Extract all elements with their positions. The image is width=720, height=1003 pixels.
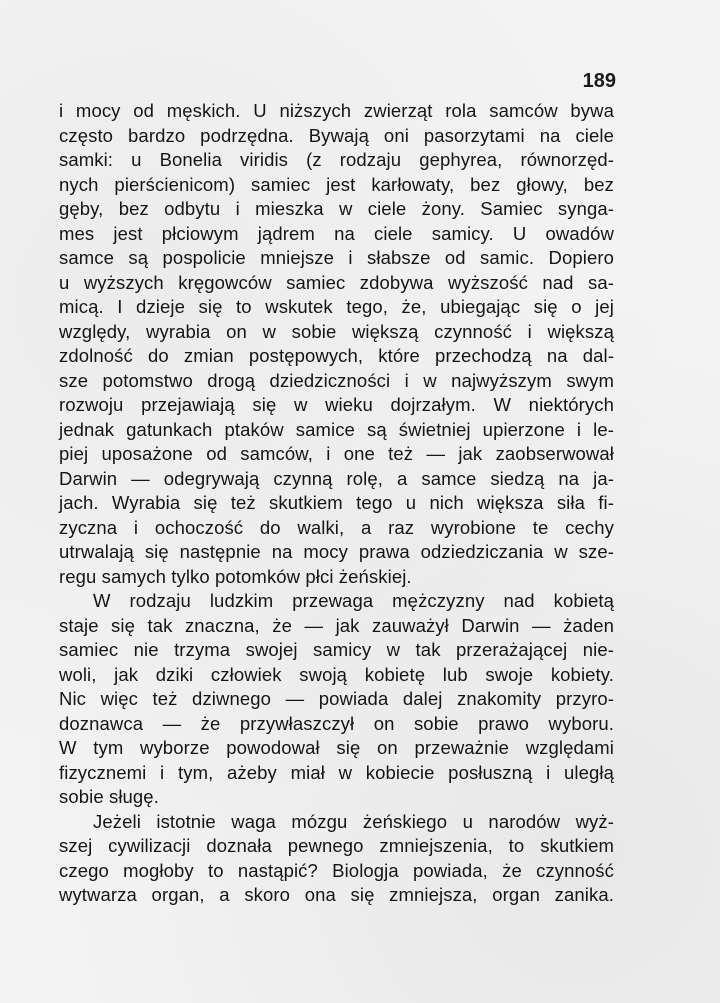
text-line: mes jest płciowym jądrem na ciele samicy. U owadów [59, 222, 614, 244]
text-line: względy, wyrabia on w sobie większą czynność i większą [59, 320, 614, 342]
text-line: samki: u Bonelia viridis (z rodzaju gephyrea, równorzęd- [59, 149, 614, 170]
text-line: samce są pospolicie mniejsze i słabsze od samic. Dopiero [59, 247, 614, 268]
text-line: zdolność do zmian postępowych, które przechodzą na dal- [59, 345, 614, 366]
text-line: utrwalają się następnie na mocy prawa odziedziczania w sze- [59, 541, 614, 562]
text-line: szej cywilizacji doznała pewnego zmniejszenia, to skutkiem [59, 835, 614, 856]
text-line: jednak gatunkach ptaków samice są świetniej upierzone i le- [59, 418, 614, 440]
text-line: staje się tak znaczna, że — jak zauważył Darwin — żaden [59, 614, 614, 636]
text-line: Jeżeli istotnie waga mózgu żeńskiego u narodów wyż- [93, 810, 614, 832]
text-line: sze potomstwo drogą dziedziczności i w najwyższym swym [59, 369, 614, 391]
text-line: nych pierścienicom) samiec jest karłowaty, bez głowy, bez [59, 173, 614, 195]
text-line: gęby, bez odbytu i mieszka w ciele żony. Samiec synga- [59, 198, 614, 219]
text-line: czego mogłoby to nastąpić? Biologja powiada, że czynność [59, 859, 614, 881]
text-line: zyczna i ochoczość do walki, a raz wyrobione te cechy [59, 516, 614, 538]
text-line: rozwoju przejawiają się w wieku dojrzałym. W niektórych [59, 394, 614, 415]
body-text [59, 99, 614, 908]
text-line: i mocy od męskich. U niższych zwierząt rola samców bywa [59, 100, 614, 121]
text-line: piej uposażone od samców, i one też — jak zaobserwował [59, 443, 614, 464]
text-line: samiec nie trzyma swojej samicy w tak przerażającej nie- [59, 639, 614, 660]
text-line: regu samych tylko potomków płci żeńskiej. [59, 565, 412, 587]
text-line: sobie sługę. [59, 786, 159, 807]
text-line: doznawca — że przywłaszczył on sobie prawo wyboru. [59, 712, 614, 734]
text-line: Darwin — odegrywają czynną rolę, a samce siedzą na ja- [59, 467, 614, 489]
text-line: Nic więc też dziwnego — powiada dalej znakomity przyro- [59, 688, 614, 709]
text-line: W tym wyborze powodował się on przeważnie względami [59, 737, 614, 758]
text-line: W rodzaju ludzkim przewaga mężczyzny nad kobietą [93, 590, 614, 611]
text-line: woli, jak dziki człowiek swoją kobietę lub swoje kobiety. [59, 663, 614, 685]
text-line: micą. I dzieje się to wskutek tego, że, ubiegając się o jej [59, 296, 614, 317]
text-line: często bardzo podrzędna. Bywają oni pasorzytami na ciele [59, 124, 614, 146]
page-number: 189 [582, 70, 616, 92]
text-line: jach. Wyrabia się też skutkiem tego u nich większa siła fi- [59, 492, 614, 513]
text-line: u wyższych kręgowców samiec zdobywa wyższość nad sa- [59, 271, 614, 293]
text-line: fizycznemi i tym, ażeby miał w kobiecie posłuszną i uległą [59, 761, 614, 783]
text-line: wytwarza organ, a skoro ona się zmniejsza, organ zanika. [59, 884, 614, 905]
